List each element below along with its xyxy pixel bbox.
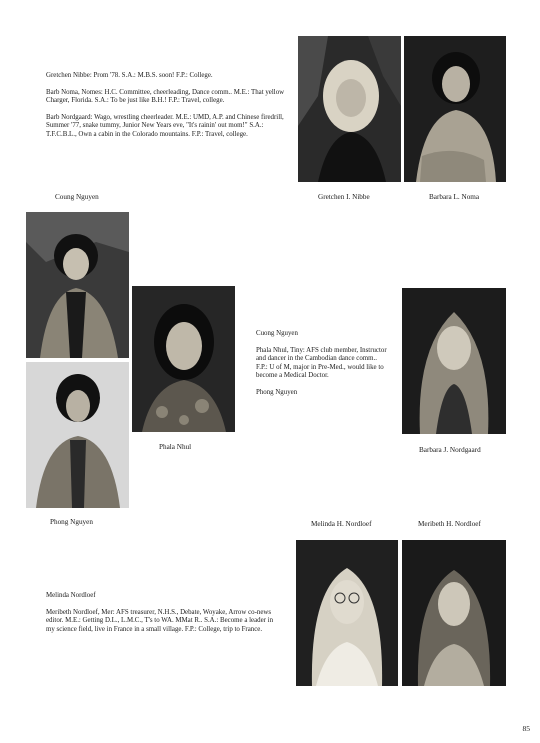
photo-melinda-nordloef: [296, 540, 398, 686]
photo-phong-nguyen: [26, 362, 129, 508]
photo-meribeth-nordloef: [402, 540, 506, 686]
caption-barbara-noma: Barbara L. Noma: [429, 193, 480, 201]
caption-gretchen-nibbe: Gretchen I. Nibbe: [318, 193, 370, 201]
bio-phong-nguyen: Phong Nguyen: [256, 388, 298, 396]
photo-coung-nguyen: [26, 212, 129, 358]
bio-melinda-nordloef: Melinda Nordloef: [46, 592, 96, 599]
photo-phala-nhul: [132, 286, 235, 432]
bio-cuong-nguyen: Cuong Nguyen: [256, 330, 298, 337]
caption-melinda-nordloef: Melinda H. Nordloef: [311, 520, 372, 528]
caption-phong-nguyen: Phong Nguyen: [50, 518, 93, 526]
caption-phala-nhul: Phala Nhul: [159, 443, 192, 451]
photo-barbara-noma: [404, 36, 506, 182]
caption-barbara-nordgaard: Barbara J. Nordgaard: [419, 446, 481, 454]
bio-meribeth-nordloef: Meribeth Nordloef, Mer: AFS treasurer, N.H.S., Debate, Woyake, Arrow co-news editor. M.E.: Getting D.L., L.M.C., T's to WA. MMat R.. S.A.: Become a leader in my science field, live in France in a small village. F.P.: College, trip to France.: [46, 608, 274, 633]
bio-gretchen-nibbe: Gretchen Nibbe: Prom '78. S.A.: M.B.S. soon! F.P.: College.: [46, 72, 213, 79]
bio-barb-nordgaard: Barb Nordgaard: Wago, wrestling cheerleader. M.E.: UMD, A.P. and Chinese firedrill, Summer '77, snake tummy, Junior New Years eve, "It's rainin' out mom!" S.A.: T.F.C.B.L., Own a cabin in the Colorado mountains. F.P.: Travel, college.: [46, 113, 284, 138]
page-number: 85: [522, 724, 530, 733]
caption-coung-nguyen: Coung Nguyen: [55, 193, 99, 201]
bio-block-top: [46, 72, 290, 148]
bio-block-bottom: [46, 592, 282, 642]
bio-block-middle: [256, 330, 388, 406]
bio-barb-noma: Barb Noma, Nomes: H.C. Committee, cheerleading, Dance comm.. M.E.: That yellow Charger, Florida. S.A.: To be just like B.H.! F.P.: Travel, college.: [46, 88, 285, 105]
photo-barbara-nordgaard: [402, 288, 506, 434]
bio-phala-nhul: Phala Nhul, Tiny: AFS club member, Instructor and dancer in the Cambodian dance comm.. F.P.: U of M, major in Pre-Med., would like to become a Medical Doctor.: [256, 346, 387, 380]
photo-gretchen-nibbe: [298, 36, 401, 182]
caption-meribeth-nordloef: Meribeth H. Nordloef: [418, 520, 481, 528]
